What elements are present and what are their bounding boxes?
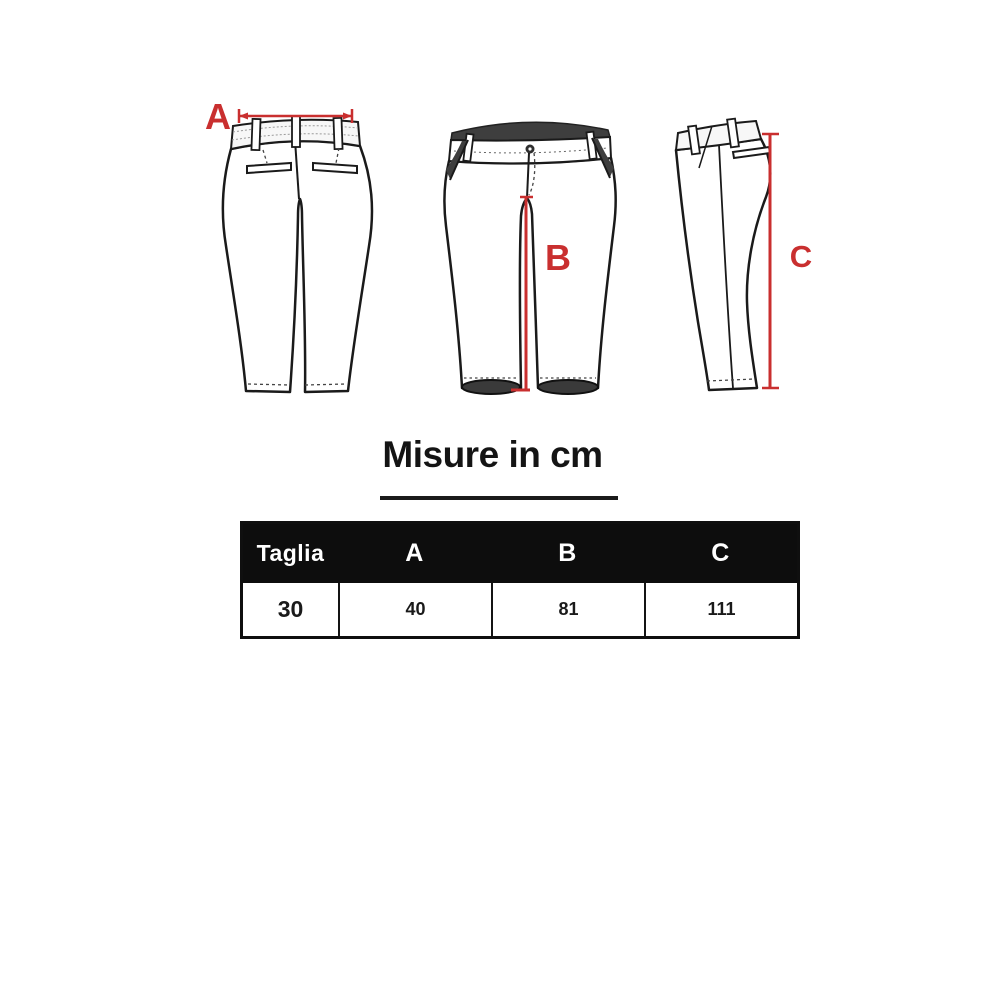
- hem-opening: [538, 380, 598, 394]
- table-header-b: B: [558, 539, 577, 567]
- table-header-c: C: [711, 539, 730, 567]
- measurement-label-b: B: [545, 237, 571, 278]
- measurement-label-a: A: [205, 96, 231, 137]
- pants-side-view-drawing: [676, 119, 812, 390]
- hem-opening: [462, 380, 520, 394]
- table-cell-taglia: 30: [277, 596, 304, 622]
- table-header-taglia: Taglia: [256, 540, 325, 566]
- size-table-header-row: [243, 524, 797, 583]
- table-cell-c: 111: [644, 583, 797, 636]
- pants-front-view-drawing: [444, 122, 615, 394]
- page-title: Misure in cm: [382, 434, 603, 475]
- table-header-a: A: [405, 539, 424, 567]
- table-row: [243, 583, 797, 636]
- table-cell-b: 81: [491, 583, 644, 636]
- size-table: [240, 521, 800, 639]
- table-cell-a: 40: [338, 583, 491, 636]
- title-underline: [380, 496, 618, 500]
- belt-loop: [333, 118, 342, 149]
- measurement-label-c: C: [789, 239, 813, 274]
- pants-back-view-drawing: [205, 96, 372, 392]
- pants-size-diagram-svg: [0, 0, 1000, 430]
- belt-loop: [251, 119, 260, 150]
- belt-loop: [292, 116, 300, 147]
